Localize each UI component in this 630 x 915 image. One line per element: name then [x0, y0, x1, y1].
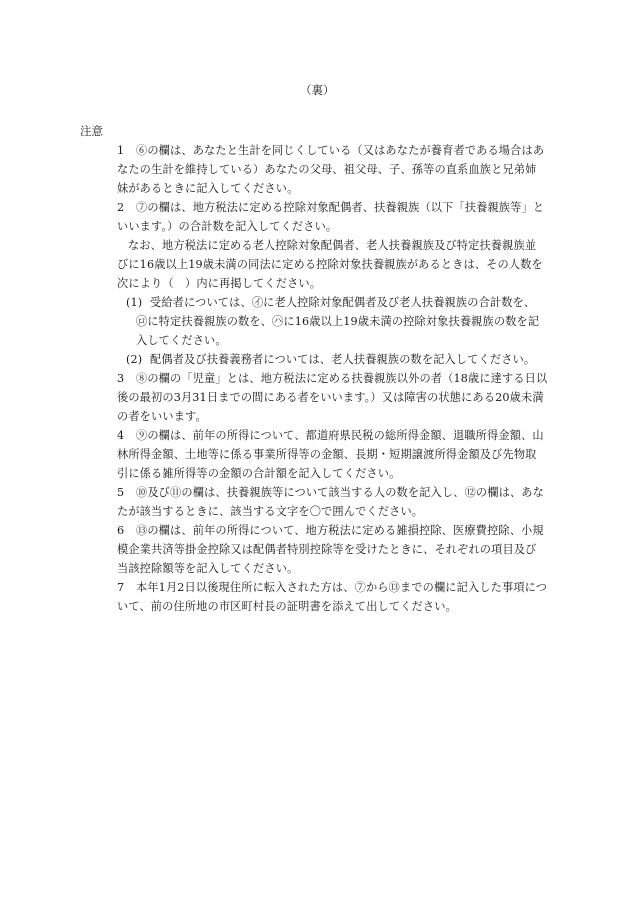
note-line: いいます。）の合計数を記入してください。 — [117, 220, 338, 233]
note-line: たが該当するときに、該当する文字を〇で囲んでください。 — [117, 505, 424, 518]
note-line: いて、前の住所地の市区町村長の証明書を添えて出してください。 — [117, 600, 457, 613]
note-line: ⑦の欄は、地方税法に定める控除対象配偶者、扶養親族（以下「扶養親族等」と — [136, 201, 545, 214]
note-line: の者をいいます。 — [117, 410, 207, 423]
note-line: 当該控除額等を記入してください。 — [117, 562, 299, 575]
page-title: （裏） — [300, 83, 335, 97]
note-line: 林所得金額、土地等に係る事業所得等の金額、長期・短期譲渡所得金額及び先物取 — [117, 448, 537, 461]
note-line: 引に係る雑所得等の金額の合計額を記入してください。 — [117, 467, 401, 480]
note-number: 4 — [117, 429, 125, 442]
note-line: なたの生計を維持している）あなたの父母、祖父母、子、孫等の直系血族と兄弟姉 — [117, 163, 537, 176]
note-line: ⑩及び⑪の欄は、扶養親族等について該当する人の数を記入し、⑫の欄は、あな — [136, 486, 544, 499]
note-line: 入してください。 — [136, 334, 227, 347]
note-line: 受給者については、㋑に老人控除対象配偶者及び老人扶養親族の合計数を、 — [150, 296, 536, 309]
note-line: ㋺に特定扶養親族の数を、㋩に16歳以上19歳未満の控除対象扶養親族の数を記 — [136, 315, 540, 328]
note-number: 1 — [117, 144, 125, 157]
note-line: びに16歳以上19歳未満の同法に定める控除対象扶養親族があるときは、その人数を — [117, 258, 543, 271]
note-number: 5 — [117, 486, 125, 499]
note-line: ⑬の欄は、前年の所得について、地方税法に定める雑損控除、医療費控除、小規 — [136, 524, 544, 537]
note-line: 配偶者及び扶養義務者については、老人扶養親族の数を記入してください。 — [150, 353, 536, 366]
note-line: ⑥の欄は、あなたと生計を同じくしている（又はあなたが養育者である場合はあ — [136, 144, 545, 157]
note-line: 後の最初の3月31日までの間にある者をいいます。）又は障害の状態にある20歳未満 — [117, 391, 544, 404]
subnote-number: (2) — [126, 353, 143, 366]
notes-heading: 注意 — [80, 124, 103, 138]
note-line: 次により（ ）内に再掲してください。 — [117, 277, 322, 290]
note-number: 6 — [117, 524, 125, 537]
note-line: ⑧の欄の「児童」とは、地方税法に定める扶養親族以外の者（18歳に達する日以 — [136, 372, 548, 385]
subnote-number: (1) — [126, 296, 143, 309]
note-line: 本年1月2日以後現住所に転入された方は、⑦から⑬までの欄に記入した事項につ — [136, 581, 548, 594]
note-line: なお、地方税法に定める老人控除対象配偶者、老人扶養親族及び特定扶養親族並 — [128, 239, 537, 252]
note-number: 7 — [117, 581, 125, 594]
note-number: 3 — [117, 372, 125, 385]
note-line: ⑨の欄は、前年の所得について、都道府県民税の総所得金額、退職所得金額、山 — [136, 429, 544, 442]
note-line: 妹があるときに記入してください。 — [117, 182, 299, 195]
note-line: 模企業共済等掛金控除又は配偶者特別控除等を受けたときに、それぞれの項目及び — [117, 543, 537, 556]
note-number: 2 — [117, 201, 125, 214]
